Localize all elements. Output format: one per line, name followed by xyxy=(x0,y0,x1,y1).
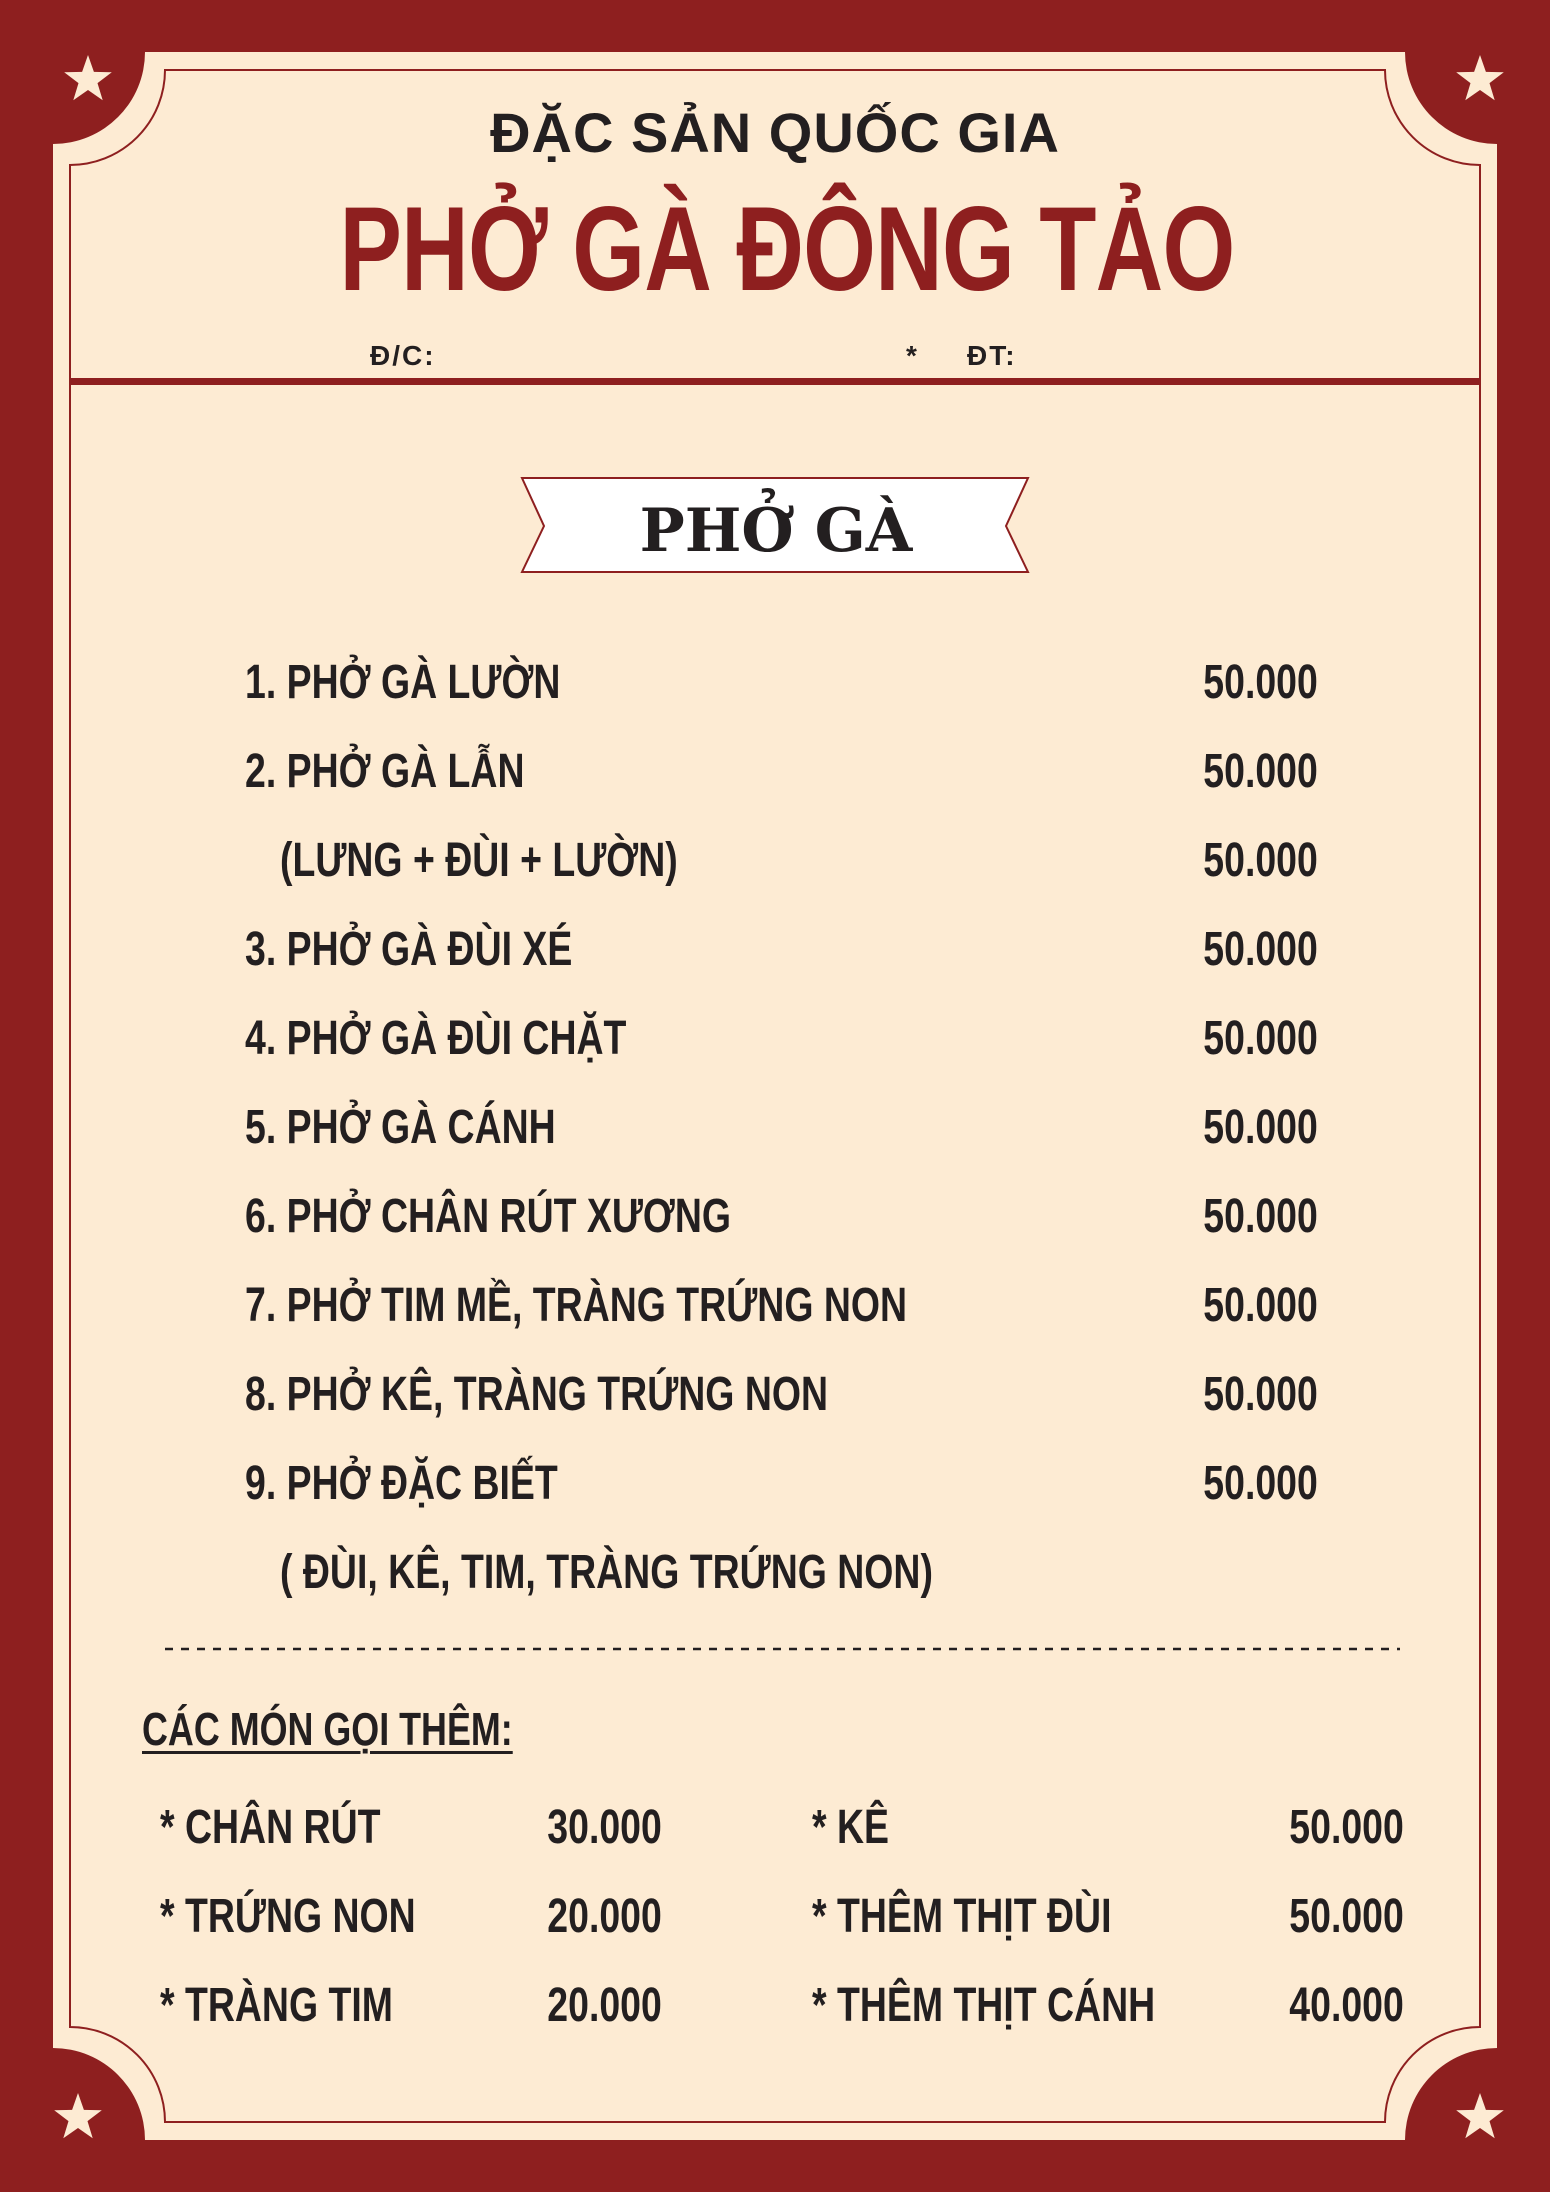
menu-item-name: 9. PHỞ ĐẶC BIẾT xyxy=(245,1457,558,1510)
addon-price: 50.000 xyxy=(1289,1890,1404,1943)
menu-item-name: (LƯNG + ĐÙI + LƯỜN) xyxy=(280,834,678,887)
menu-item-price: 50.000 xyxy=(1203,1012,1318,1065)
menu-item-name: 3. PHỞ GÀ ĐÙI XÉ xyxy=(245,923,573,976)
addon-price: 40.000 xyxy=(1289,1979,1404,2032)
star-icon xyxy=(64,55,112,100)
addon-price: 50.000 xyxy=(1289,1801,1404,1854)
header-divider xyxy=(70,378,1480,385)
addon-name: * KÊ xyxy=(812,1801,889,1854)
menu-item-price: 50.000 xyxy=(1203,1190,1318,1243)
addon-price: 20.000 xyxy=(547,1890,662,1943)
menu-item-price: 50.000 xyxy=(1203,656,1318,709)
menu-item-name: 6. PHỞ CHÂN RÚT XƯƠNG xyxy=(245,1190,732,1243)
menu-item-price: 50.000 xyxy=(1203,1101,1318,1154)
menu-item-name: 1. PHỞ GÀ LƯỜN xyxy=(245,656,561,709)
addon-name: * THÊM THỊT ĐÙI xyxy=(812,1890,1112,1943)
header-subtitle: ĐẶC SẢN QUỐC GIA xyxy=(490,101,1060,164)
menu-item-price: 50.000 xyxy=(1203,834,1318,887)
addon-name: * TRÀNG TIM xyxy=(160,1979,393,2032)
menu-item-price: 50.000 xyxy=(1203,1368,1318,1421)
addons-title: CÁC MÓN GỌI THÊM: xyxy=(142,1703,513,1755)
section-title: PHỞ GÀ xyxy=(639,496,913,566)
addon-name: * TRỨNG NON xyxy=(160,1890,416,1943)
menu-item-name: 4. PHỞ GÀ ĐÙI CHẶT xyxy=(245,1012,627,1065)
menu-item-price: 50.000 xyxy=(1203,923,1318,976)
menu-item-price: 50.000 xyxy=(1203,1457,1318,1510)
menu-item-name: 8. PHỞ KÊ, TRÀNG TRỨNG NON xyxy=(245,1368,829,1421)
addon-price: 20.000 xyxy=(547,1979,662,2032)
menu-item-price: 50.000 xyxy=(1203,745,1318,798)
menu-item-name: 7. PHỞ TIM MỀ, TRÀNG TRỨNG NON xyxy=(245,1279,908,1332)
addon-price: 30.000 xyxy=(547,1801,662,1854)
restaurant-title: PHỞ GÀ ĐÔNG TẢO xyxy=(339,182,1235,316)
menu-item-name: ( ĐÙI, KÊ, TIM, TRÀNG TRỨNG NON) xyxy=(280,1546,933,1599)
addon-name: * CHÂN RÚT xyxy=(160,1801,381,1854)
menu-item-name: 5. PHỞ GÀ CÁNH xyxy=(245,1101,556,1154)
menu-item-name: 2. PHỞ GÀ LẪN xyxy=(245,745,525,798)
phone-label: ĐT: xyxy=(967,340,1017,371)
star-icon xyxy=(1456,55,1504,100)
star-icon xyxy=(1456,2093,1504,2138)
menu-item-price: 50.000 xyxy=(1203,1279,1318,1332)
star-icon xyxy=(54,2093,102,2138)
addon-name: * THÊM THỊT CÁNH xyxy=(812,1979,1156,2032)
contact-separator: * xyxy=(906,340,919,371)
address-label: Đ/C: xyxy=(370,340,436,371)
